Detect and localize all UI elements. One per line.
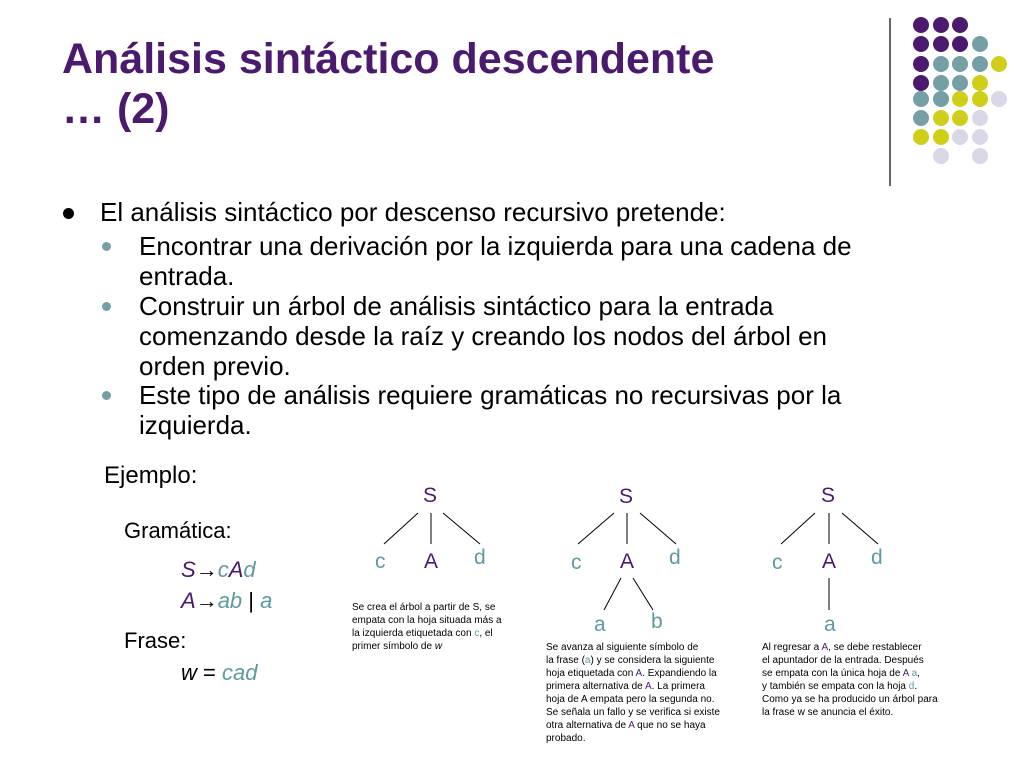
- rule1-rhs-d: d: [243, 557, 256, 582]
- rule2-arrow: →: [195, 588, 218, 613]
- caption-line: [352, 640, 542, 653]
- caption-symbol: A: [902, 668, 909, 679]
- tree2-node-b: b: [651, 610, 663, 633]
- caption-line: [762, 641, 982, 654]
- caption-line: [546, 680, 756, 693]
- rule1-arrow: →: [195, 557, 218, 582]
- caption-line: el apuntador de la entrada. Después: [762, 655, 924, 666]
- rule1-rhs-A: A: [228, 557, 244, 582]
- title-line-2: … (2): [62, 85, 170, 133]
- example-label: Ejemplo:: [104, 462, 198, 489]
- caption-line: [546, 667, 756, 680]
- caption-text: ,: [917, 668, 920, 679]
- tree2-node-S: S: [619, 485, 634, 508]
- caption-line: la frase w se anuncia el éxito.: [762, 707, 894, 718]
- tree3-node-S: S: [821, 484, 836, 507]
- caption-symbol: a: [584, 655, 591, 666]
- tree3-edge-S-d: [842, 513, 878, 544]
- caption-line: empata con la hoja situada más a: [352, 615, 502, 626]
- caption-text: , el: [479, 628, 493, 639]
- caption-line: [546, 719, 756, 732]
- tree3-node-A: A: [822, 550, 837, 573]
- caption-line: [546, 654, 756, 667]
- caption-line: [762, 667, 982, 680]
- tree3-node-a: a: [824, 613, 836, 636]
- rule2-separator: |: [248, 588, 255, 613]
- tree2-edge-S-d: [640, 513, 676, 544]
- sub-bullet-1-line-1: Encontrar una derivación por la izquierda para una cadena de: [139, 231, 852, 261]
- tree1-edge-S-d: [443, 513, 480, 544]
- caption-symbol: d: [908, 681, 915, 692]
- sub-bullet-3-line-2: izquierda.: [139, 410, 252, 440]
- caption-text: ) y se considera la siguiente: [590, 655, 715, 666]
- sub-bullet-2-line-1: Construir un árbol de análisis sintáctico para la entrada: [139, 291, 774, 321]
- caption-text: la frase (: [546, 655, 585, 666]
- caption-line: [352, 627, 542, 640]
- sub-bullet-3-line-1: Este tipo de análisis requiere gramáticas no recursivas por la: [139, 380, 842, 410]
- tree1-node-d: d: [474, 546, 486, 569]
- grammar-label: Gramática:: [124, 518, 232, 543]
- tree1-node-S: S: [423, 484, 438, 507]
- caption-text: primera alternativa de: [546, 681, 645, 692]
- caption-text: se empata con la única hoja de: [762, 668, 903, 679]
- caption-line: Como ya se ha producido un árbol para: [762, 694, 938, 705]
- tree3-caption: [762, 641, 982, 719]
- sub-bullet-1-line-2: entrada.: [139, 261, 235, 291]
- tree2-node-A: A: [620, 550, 635, 573]
- caption-symbol: A: [635, 668, 643, 679]
- caption-symbol: A: [628, 720, 635, 731]
- caption-line: probado.: [546, 733, 586, 744]
- tree1-caption: [352, 601, 542, 653]
- caption-text: .: [914, 681, 918, 692]
- caption-text: . Expandiendo la: [642, 668, 717, 679]
- caption-text: la izquierda etiquetada con: [352, 628, 475, 639]
- tree2-node-c: c: [571, 551, 582, 574]
- caption-symbol: w: [434, 641, 443, 652]
- tree2-edge-A-b: [633, 578, 653, 610]
- caption-text: . La primera: [651, 681, 705, 692]
- rule1-lhs: S: [181, 557, 196, 582]
- phrase-equals: =: [203, 660, 216, 685]
- caption-text: primer símbolo de: [352, 641, 435, 652]
- caption-text: otra alternativa de: [546, 720, 629, 731]
- tree3-node-d: d: [871, 546, 883, 569]
- caption-symbol: c: [474, 628, 480, 639]
- sub-bullet-2-line-2: comenzando desde la raíz y creando los nodos del árbol en: [139, 321, 827, 351]
- tree3-edge-S-c: [781, 513, 815, 544]
- rule2-alt1: ab: [217, 588, 243, 613]
- caption-text: que no se haya: [634, 720, 706, 731]
- caption-line: [762, 680, 982, 693]
- sub-bullet-2-line-3: orden previo.: [139, 351, 291, 381]
- tree1-node-A: A: [424, 550, 439, 573]
- main-bullet: El análisis sintáctico por descenso recursivo pretende:: [100, 197, 726, 227]
- phrase-label: Frase:: [124, 628, 187, 653]
- caption-text: Al regresar a: [762, 642, 822, 653]
- caption-symbol: A: [644, 681, 652, 692]
- caption-text: hoja etiquetada con: [546, 668, 636, 679]
- caption-line: Se avanza al siguiente símbolo de: [546, 642, 699, 653]
- title-line-1: Análisis sintáctico descendente: [62, 35, 715, 83]
- phrase-value: cad: [222, 660, 258, 685]
- caption-text: y también se empata con la hoja: [762, 681, 909, 692]
- tree1-node-c: c: [375, 550, 386, 573]
- caption-symbol: a: [911, 668, 918, 679]
- rule2-lhs: A: [181, 588, 196, 613]
- phrase-variable: w: [181, 660, 197, 685]
- tree2-caption: [546, 641, 756, 745]
- tree2-edge-S-c: [578, 513, 614, 544]
- caption-line: hoja de A empata pero la segunda no.: [546, 694, 715, 705]
- tree2-node-a: a: [594, 613, 606, 636]
- tree2-edge-A-a: [604, 578, 621, 610]
- rule1-rhs-c: c: [217, 557, 229, 582]
- caption-line: Se crea el árbol a partir de S, se: [352, 602, 496, 613]
- tree3-node-c: c: [772, 551, 783, 574]
- tree1-edge-S-c: [384, 513, 418, 544]
- caption-line: Se señala un fallo y se verifica si existe: [546, 707, 720, 718]
- caption-symbol: A: [821, 642, 829, 653]
- tree2-node-d: d: [669, 546, 681, 569]
- rule2-alt2: a: [260, 588, 273, 613]
- caption-text: , se debe restablecer: [828, 642, 922, 653]
